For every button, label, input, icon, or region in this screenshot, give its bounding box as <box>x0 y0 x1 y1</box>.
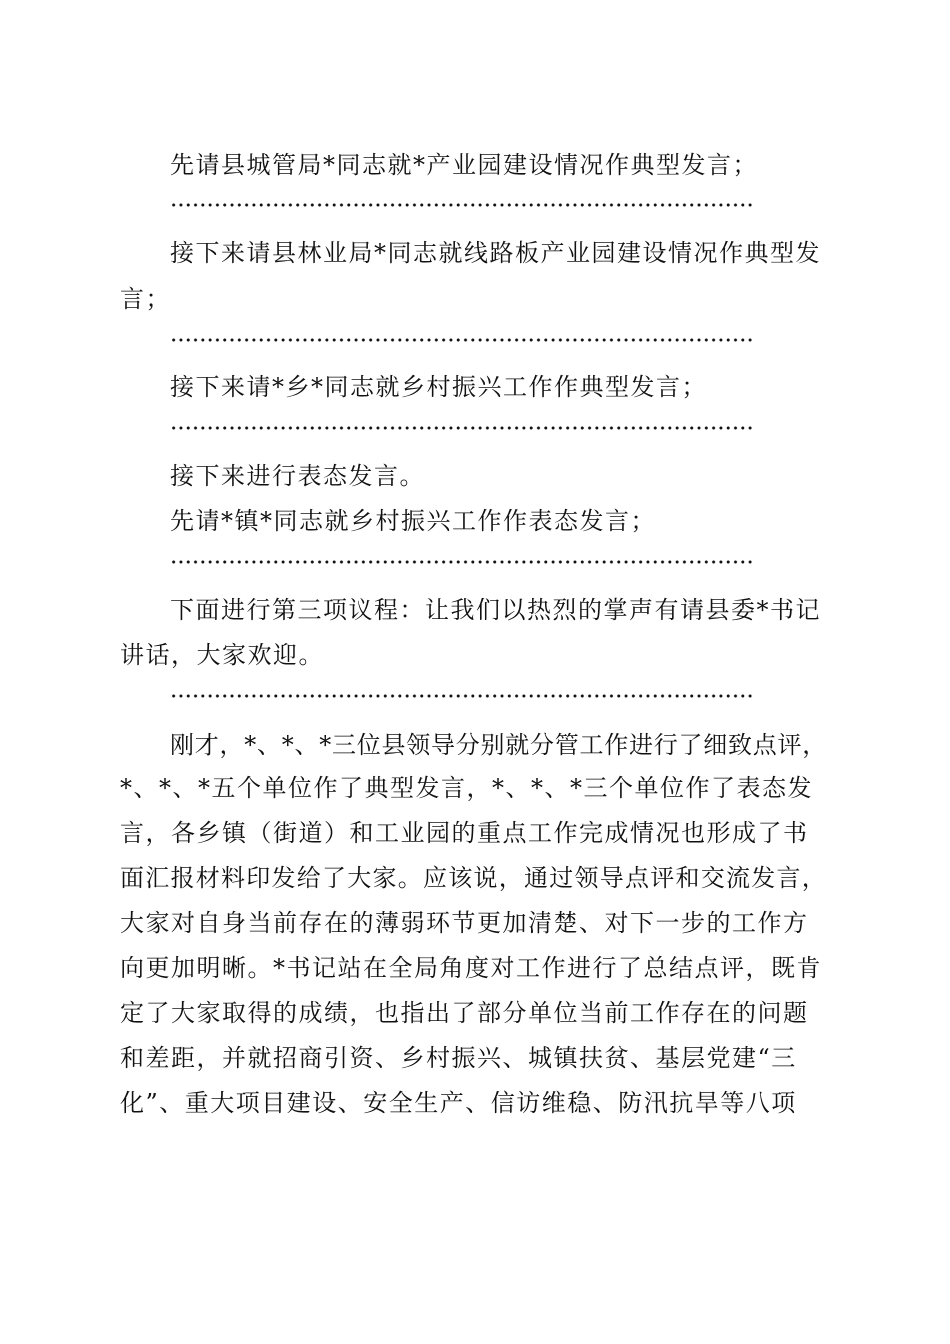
ellipsis-divider <box>170 336 754 344</box>
paragraph-line-2: *、*、*五个单位作了典型发言，*、*、*三个单位作了表态发 <box>120 774 813 802</box>
ellipsis-divider <box>170 692 754 700</box>
paragraph-line-1: 刚才，*、*、*三位县领导分别就分管工作进行了细致点评， <box>170 731 827 759</box>
paragraph-line-4: 面汇报材料印发给了大家。应该说，通过领导点评和交流发言， <box>120 864 827 892</box>
paragraph-line-7: 定了大家取得的成绩，也指出了部分单位当前工作存在的问题 <box>120 999 809 1027</box>
ellipsis-divider <box>170 558 754 566</box>
speech-line-2a: 接下来请县林业局*同志就线路板产业园建设情况作典型发 <box>170 239 821 267</box>
speech-line-1: 先请县城管局*同志就*产业园建设情况作典型发言； <box>170 151 758 179</box>
paragraph-line-9: 化”、重大项目建设、安全生产、信访维稳、防汛抗旱等八项 <box>120 1089 797 1117</box>
paragraph-line-8: 和差距，并就招商引资、乡村振兴、城镇扶贫、基层党建“三 <box>120 1044 797 1072</box>
speech-line-6a: 下面进行第三项议程：让我们以热烈的掌声有请县委*书记 <box>170 596 821 624</box>
speech-line-3: 接下来请*乡*同志就乡村振兴工作作典型发言； <box>170 373 707 401</box>
paragraph-line-6: 向更加明晰。*书记站在全局角度对工作进行了总结点评，既肯 <box>120 954 822 982</box>
speech-line-5: 先请*镇*同志就乡村振兴工作作表态发言； <box>170 507 656 535</box>
speech-line-2b: 言； <box>120 285 171 313</box>
ellipsis-divider <box>170 424 754 432</box>
speech-line-4: 接下来进行表态发言。 <box>170 462 425 490</box>
ellipsis-divider <box>170 201 754 209</box>
paragraph-line-3: 言，各乡镇（街道）和工业园的重点工作完成情况也形成了书 <box>120 819 809 847</box>
paragraph-line-5: 大家对自身当前存在的薄弱环节更加清楚、对下一步的工作方 <box>120 909 809 937</box>
speech-line-6b: 讲话，大家欢迎。 <box>120 641 324 669</box>
